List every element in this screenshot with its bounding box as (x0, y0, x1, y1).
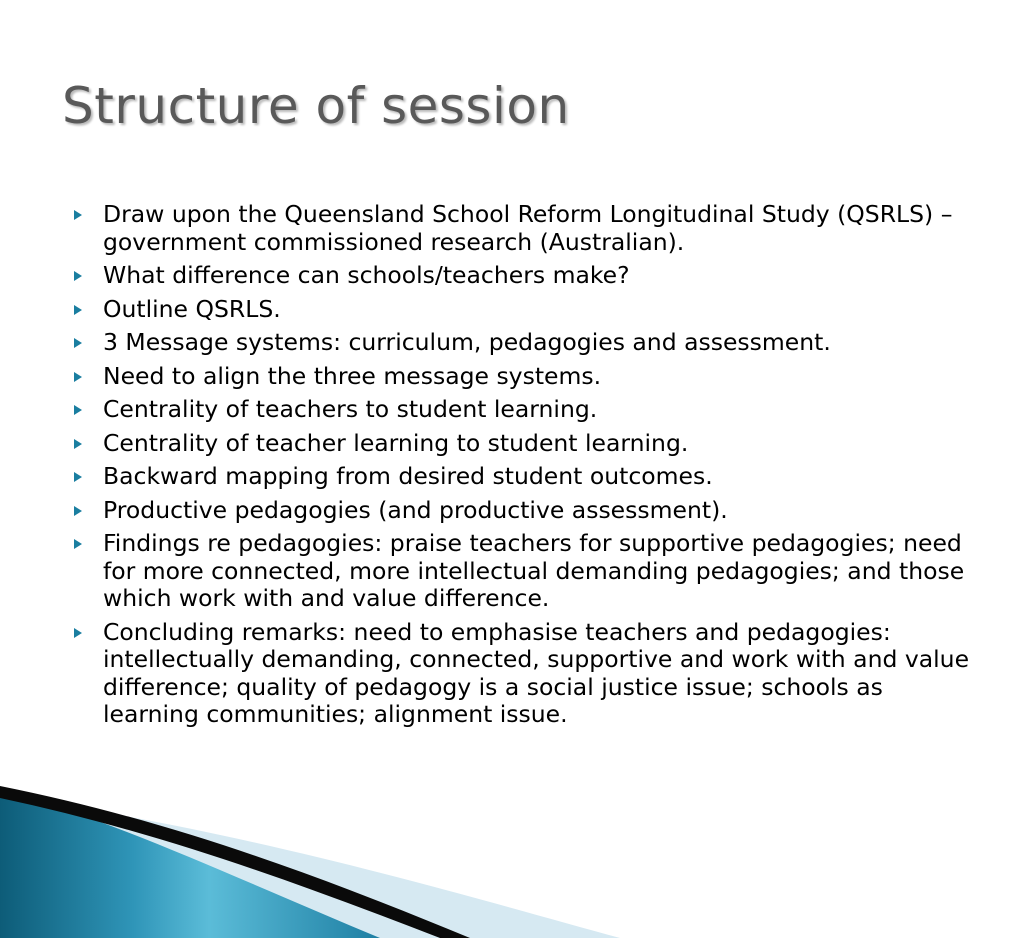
list-item (74, 497, 974, 525)
bullet-text: Draw upon the Queensland School Reform Longitudinal Study (QSRLS) – government commissioned research (Australian). (103, 200, 953, 256)
triangle-bullet-icon (74, 305, 82, 315)
list-item (74, 201, 974, 256)
bullet-text: What difference can schools/teachers make? (103, 261, 630, 289)
list-item (74, 463, 974, 491)
triangle-bullet-icon (74, 338, 82, 348)
triangle-bullet-icon (74, 439, 82, 449)
list-item (74, 530, 974, 613)
slide-title: Structure of session (62, 77, 570, 135)
bullet-text: Outline QSRLS. (103, 294, 281, 323)
bullet-text: Backward mapping from desired student outcomes. (103, 462, 713, 490)
list-item (74, 396, 974, 424)
triangle-bullet-icon (74, 405, 82, 415)
triangle-bullet-icon (74, 472, 82, 482)
decorative-swoosh (0, 780, 1024, 938)
bullet-text: Centrality of teacher learning to student learning. (103, 428, 689, 457)
bullet-text: Centrality of teachers to student learning. (103, 395, 598, 423)
list-item (74, 430, 974, 458)
bullet-text: Productive pedagogies (and productive assessment). (103, 495, 728, 524)
bullet-text: Concluding remarks: need to emphasise teachers and pedagogies: intellectually demanding, connected, supportive and work with and value difference; quality of pedagogy is a social justice issue; schools as learning communities; alignment issue. (103, 617, 970, 728)
triangle-bullet-icon (74, 506, 82, 516)
list-item (74, 329, 974, 357)
list-item (74, 262, 974, 290)
list-item (74, 619, 974, 729)
triangle-bullet-icon (74, 372, 82, 382)
triangle-bullet-icon (74, 628, 82, 638)
triangle-bullet-icon (74, 271, 82, 281)
triangle-bullet-icon (74, 210, 82, 220)
list-item (74, 363, 974, 391)
bullet-text: 3 Message systems: curriculum, pedagogies and assessment. (103, 328, 831, 356)
list-item (74, 296, 974, 324)
triangle-bullet-icon (74, 539, 82, 549)
bullet-text: Need to align the three message systems. (103, 361, 602, 390)
bullet-list (74, 201, 974, 735)
bullet-text: Findings re pedagogies: praise teachers for supportive pedagogies; need for more connected, more intellectual demanding pedagogies; and those which work with and value difference. (103, 529, 965, 612)
